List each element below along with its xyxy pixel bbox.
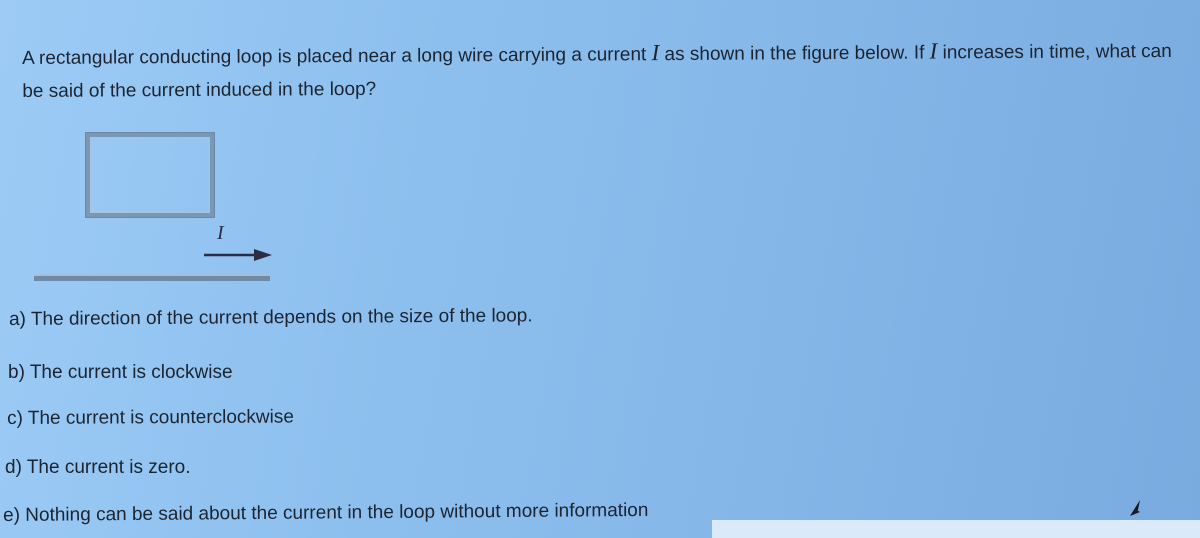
question-part-1: A rectangular conducting loop is placed near a long wire carrying a current (22, 44, 652, 69)
mouse-cursor-icon (1128, 498, 1142, 518)
current-symbol: I (929, 38, 938, 64)
question-text (22, 33, 1192, 108)
option-a[interactable]: a) The direction of the current depends on the size of the loop. (9, 305, 533, 330)
option-d[interactable]: d) The current is zero. (5, 457, 191, 478)
option-c[interactable]: c) The current is counterclockwise (7, 406, 294, 429)
loop-and-wire-figure (34, 126, 284, 292)
option-e[interactable]: e) Nothing can be said about the current in the loop without more information (3, 499, 649, 526)
option-b[interactable]: b) The current is clockwise (8, 362, 233, 383)
long-wire (34, 276, 270, 281)
question-part-3: increases in time, what can be said of the current induced in the loop? (22, 40, 1172, 102)
bottom-panel (712, 520, 1200, 538)
current-symbol: I (651, 40, 660, 66)
current-label: I (217, 222, 224, 244)
rectangular-loop (86, 133, 214, 217)
current-arrow-icon (204, 248, 274, 262)
question-part-2: as shown in the figure below. If (659, 42, 930, 66)
